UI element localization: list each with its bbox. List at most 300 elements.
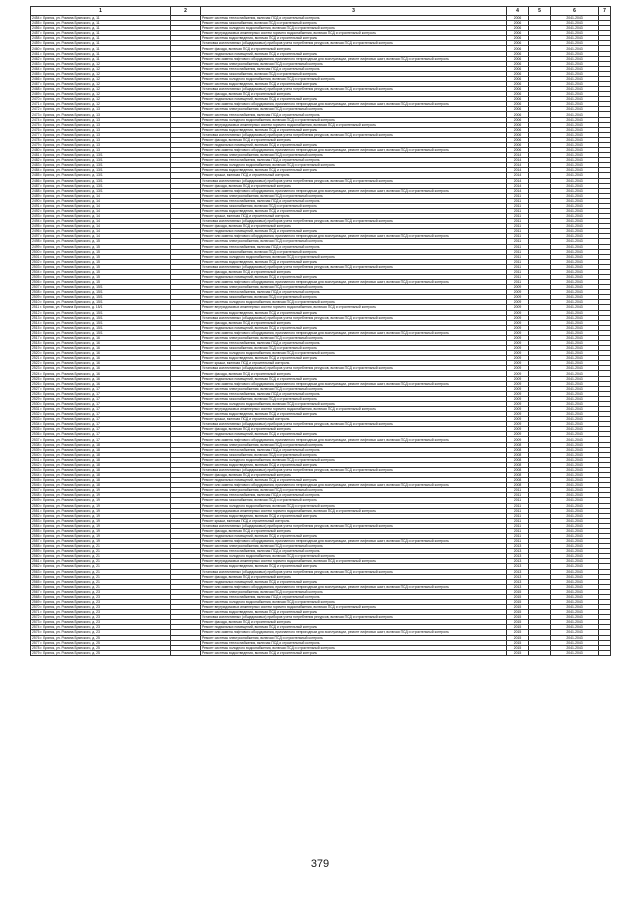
year-cell: 2011	[507, 244, 529, 249]
address-text: г. Брянск, ул. Романа Брянского, д. 16	[40, 341, 100, 346]
period-cell: 2041-2043	[551, 498, 599, 503]
address-text: г. Брянск, ул. Романа Брянского, д. 12	[40, 61, 100, 66]
period-cell: 2041-2043	[551, 87, 599, 92]
row-number: 2496	[32, 229, 40, 234]
work-description-cell: Ремонт фасада, включая ПСД и строительный контроль	[201, 183, 507, 188]
address-text: г. Брянск, ул. Романа Брянского, д. 13	[40, 137, 100, 142]
work-description-cell: Ремонт или замена лифтового оборудования, признанного непригодным для эксплуатации, ремонт лифтовых шахт, включая ПСД и строительный контроль	[201, 381, 507, 386]
period-cell: 2041-2043	[551, 249, 599, 254]
address-text: г. Брянск, ул. Романа Брянского, д. 14	[40, 193, 100, 198]
work-description-cell: Ремонт фасада, включая ПСД и строительный контроль	[201, 371, 507, 376]
year-cell: 2008	[507, 473, 529, 478]
address-text: г. Брянск, ул. Романа Брянского, д. 18	[40, 467, 100, 472]
row-number: 2474	[32, 117, 40, 122]
row-number: 2533	[32, 417, 40, 422]
address-text: г. Брянск, ул. Романа Брянского, д. 17	[40, 391, 100, 396]
row-number: 2477	[32, 132, 40, 137]
work-description-cell: Ремонт фасада, включая ПСД и строительный контроль	[201, 473, 507, 478]
address-text: г. Брянск, ул. Романа Брянского, д. 21	[40, 579, 100, 584]
year-cell: 2006	[507, 127, 529, 132]
period-cell: 2041-2043	[551, 427, 599, 432]
work-description-cell: Ремонт подвальных помещений, включая ПСД и строительный контроль	[201, 142, 507, 147]
period-cell: 2041-2043	[551, 503, 599, 508]
work-description-cell: Ремонт системы электроснабжения, включая ПСД и строительный контроль	[201, 193, 507, 198]
work-description-cell: Установка коллективных (общедомовых) приборов учета потребления ресурсов, включая ПСД и строительный контроль	[201, 41, 507, 46]
table-body	[31, 16, 611, 656]
year-cell: 2011	[507, 254, 529, 259]
address-text: г. Брянск, ул. Романа Брянского, д. 19	[40, 513, 100, 518]
address-text: г. Брянск, ул. Романа Брянского, д. 16	[40, 346, 100, 351]
period-cell: 2041-2043	[551, 635, 599, 640]
year-cell: 2011	[507, 229, 529, 234]
work-description-cell: Ремонт внутридомовых инженерных систем горячего водоснабжения, включая ПСД и строительный контроль	[201, 559, 507, 564]
work-description-cell: Ремонт системы холодного водоснабжения, включая ПСД и строительный контроль	[201, 351, 507, 356]
work-description-cell: Ремонт фасада, включая ПСД и строительный контроль	[201, 224, 507, 229]
period-cell: 2041-2043	[551, 117, 599, 122]
row-number: 2541	[32, 457, 40, 462]
work-description-cell: Ремонт крыши, включая ПСД и строительный контроль	[201, 417, 507, 422]
address-text: г. Брянск, ул. Романа Брянского, д. 13	[40, 142, 100, 147]
row-number: 2532	[32, 412, 40, 417]
column-header-4: 4	[507, 7, 529, 16]
row-number: 2518	[32, 341, 40, 346]
page-number: 379	[310, 858, 330, 870]
period-cell: 2041-2043	[551, 259, 599, 264]
work-description-cell: Ремонт или замена лифтового оборудования, признанного непригодным для эксплуатации, ремонт лифтовых шахт, включая ПСД и строительный контроль	[201, 483, 507, 488]
year-cell: 2011	[507, 498, 529, 503]
row-number: 2471	[32, 102, 40, 107]
address-text: г. Брянск, ул. Романа Брянского, д. 11	[40, 41, 100, 46]
year-cell: 2013	[507, 549, 529, 554]
year-cell: 2015	[507, 610, 529, 615]
year-cell: 2006	[507, 76, 529, 81]
address-text: г. Брянск, ул. Романа Брянского, д. 15/1	[40, 320, 103, 325]
work-description-cell: Ремонт системы холодного водоснабжения, включая ПСД и строительный контроль	[201, 300, 507, 305]
address-text: г. Брянск, ул. Романа Брянского, д. 18	[40, 483, 100, 488]
work-description-cell: Ремонт системы водоотведения, включая ПСД и строительный контроль	[201, 259, 507, 264]
row-number: 2515	[32, 325, 40, 330]
period-cell: 2041-2043	[551, 605, 599, 610]
row-number: 2457	[32, 31, 40, 36]
work-description-cell: Ремонт системы газоснабжения, включая ПСД и строительный контроль	[201, 71, 507, 76]
address-text: г. Брянск, ул. Романа Брянского, д. 25	[40, 640, 100, 645]
period-cell: 2041-2043	[551, 234, 599, 239]
period-cell: 2041-2043	[551, 630, 599, 635]
row-number: 2529	[32, 396, 40, 401]
period-cell: 2041-2043	[551, 589, 599, 594]
year-cell: 2006	[507, 97, 529, 102]
work-description-cell: Ремонт или замена лифтового оборудования, признанного непригодным для эксплуатации, ремонт лифтовых шахт, включая ПСД и строительный контроль	[201, 188, 507, 193]
year-cell: 2011	[507, 528, 529, 533]
work-description-cell: Ремонт системы холодного водоснабжения, включая ПСД и строительный контроль	[201, 163, 507, 168]
row-number: 2490	[32, 198, 40, 203]
row-number: 2473	[32, 112, 40, 117]
address-text: г. Брянск, ул. Романа Брянского, д. 13	[40, 112, 100, 117]
row-number: 2475	[32, 122, 40, 127]
period-cell: 2041-2043	[551, 264, 599, 269]
address-text: г. Брянск, ул. Романа Брянского, д. 21	[40, 549, 100, 554]
address-text: г. Брянск, ул. Романа Брянского, д. 18	[40, 478, 100, 483]
address-text: г. Брянск, ул. Романа Брянского, д. 15	[40, 269, 100, 274]
period-cell: 2041-2043	[551, 579, 599, 584]
row-number: 2494	[32, 219, 40, 224]
period-cell: 2041-2043	[551, 158, 599, 163]
year-cell: 2013	[507, 559, 529, 564]
year-cell: 2011	[507, 539, 529, 544]
year-cell: 2006	[507, 82, 529, 87]
address-text: г. Брянск, ул. Романа Брянского, д. 17	[40, 427, 100, 432]
year-cell: 2009	[507, 335, 529, 340]
row-number: 2510	[32, 300, 40, 305]
year-cell: 2014	[507, 178, 529, 183]
row-number: 2578	[32, 645, 40, 650]
year-cell: 2011	[507, 224, 529, 229]
address-text: г. Брянск, ул. Романа Брянского, д. 17	[40, 386, 100, 391]
year-cell: 2014	[507, 163, 529, 168]
period-cell: 2041-2043	[551, 36, 599, 41]
address-text: г. Брянск, ул. Романа Брянского, д. 15/1	[40, 300, 103, 305]
period-cell: 2041-2043	[551, 493, 599, 498]
address-text: г. Брянск, ул. Романа Брянского, д. 11	[40, 16, 100, 21]
row-number: 2573	[32, 620, 40, 625]
year-cell: 2008	[507, 452, 529, 457]
row-number: 2472	[32, 107, 40, 112]
period-cell: 2041-2043	[551, 640, 599, 645]
row-number: 2456	[32, 26, 40, 31]
period-cell: 2041-2043	[551, 325, 599, 330]
work-description-cell: Ремонт подвальных помещений, включая ПСД и строительный контроль	[201, 97, 507, 102]
year-cell: 2006	[507, 16, 529, 21]
year-cell: 2006	[507, 41, 529, 46]
year-cell: 2006	[507, 112, 529, 117]
row-number: 2502	[32, 259, 40, 264]
period-cell: 2041-2043	[551, 351, 599, 356]
work-description-cell: Ремонт подвальных помещений, включая ПСД и строительный контроль	[201, 376, 507, 381]
work-description-cell: Ремонт системы газоснабжения, включая ПСД и строительный контроль	[201, 295, 507, 300]
row-number: 2503	[32, 264, 40, 269]
work-description-cell: Ремонт системы электроснабжения, включая ПСД и строительный контроль	[201, 488, 507, 493]
work-description-cell: Ремонт системы водоотведения, включая ПСД и строительный контроль	[201, 412, 507, 417]
address-text: г. Брянск, ул. Романа Брянского, д. 16	[40, 335, 100, 340]
year-cell: 2013	[507, 544, 529, 549]
row-number: 2549	[32, 498, 40, 503]
period-cell: 2041-2043	[551, 148, 599, 153]
year-cell: 2009	[507, 341, 529, 346]
row-number: 2493	[32, 214, 40, 219]
address-text: г. Брянск, ул. Романа Брянского, д. 23	[40, 594, 100, 599]
row-number: 2524	[32, 371, 40, 376]
work-description-cell: Ремонт системы теплоснабжения, включая ПСД и строительный контроль	[201, 594, 507, 599]
year-cell: 2014	[507, 153, 529, 158]
year-cell: 2006	[507, 36, 529, 41]
row-number: 2522	[32, 361, 40, 366]
work-description-cell: Ремонт крыши, включая ПСД и строительный контроль	[201, 173, 507, 178]
year-cell: 2015	[507, 594, 529, 599]
row-number: 2513	[32, 315, 40, 320]
year-cell: 2011	[507, 508, 529, 513]
address-text: г. Брянск, ул. Романа Брянского, д. 11	[40, 21, 100, 26]
work-description-cell: Ремонт подвальных помещений, включая ПСД и строительный контроль	[201, 432, 507, 437]
work-description-cell: Ремонт системы теплоснабжения, включая ПСД и строительный контроль	[201, 290, 507, 295]
year-cell: 2009	[507, 330, 529, 335]
period-cell: 2041-2043	[551, 290, 599, 295]
work-description-cell: Ремонт системы газоснабжения, включая ПСД и строительный контроль	[201, 249, 507, 254]
work-description-cell: Ремонт системы холодного водоснабжения, включая ПСД и строительный контроль	[201, 401, 507, 406]
address-text: г. Брянск, ул. Романа Брянского, д. 15/1	[40, 290, 103, 295]
work-description-cell: Установка коллективных (общедомовых) приборов учета потребления ресурсов, включая ПСД и строительный контроль	[201, 315, 507, 320]
period-cell: 2041-2043	[551, 610, 599, 615]
work-description-cell: Ремонт подвальных помещений, включая ПСД и строительный контроль	[201, 533, 507, 538]
row-number: 2504	[32, 269, 40, 274]
year-cell: 2014	[507, 183, 529, 188]
address-text: г. Брянск, ул. Романа Брянского, д. 19	[40, 528, 100, 533]
work-description-cell: Установка коллективных (общедомовых) приборов учета потребления ресурсов, включая ПСД и строительный контроль	[201, 366, 507, 371]
row-number: 2569	[32, 600, 40, 605]
year-cell: 2011	[507, 513, 529, 518]
address-text: г. Брянск, ул. Романа Брянского, д. 19	[40, 523, 100, 528]
period-cell: 2041-2043	[551, 407, 599, 412]
year-cell: 2009	[507, 437, 529, 442]
row-number: 2554	[32, 523, 40, 528]
address-text: г. Брянск, ул. Романа Брянского, д. 23	[40, 605, 100, 610]
period-cell: 2041-2043	[551, 198, 599, 203]
row-number: 2467	[32, 82, 40, 87]
period-cell: 2041-2043	[551, 462, 599, 467]
work-description-cell: Ремонт системы холодного водоснабжения, включая ПСД и строительный контроль	[201, 503, 507, 508]
column-header-5: 5	[529, 7, 551, 16]
period-cell: 2041-2043	[551, 361, 599, 366]
period-cell: 2041-2043	[551, 97, 599, 102]
row-number: 2538	[32, 442, 40, 447]
period-cell: 2041-2043	[551, 239, 599, 244]
address-text: г. Брянск, ул. Романа Брянского, д. 11	[40, 26, 100, 31]
row-number: 2495	[32, 224, 40, 229]
work-description-cell: Ремонт системы газоснабжения, включая ПСД и строительный контроль	[201, 203, 507, 208]
address-text: г. Брянск, ул. Романа Брянского, д. 13	[40, 122, 100, 127]
year-cell: 2009	[507, 427, 529, 432]
period-cell: 2041-2043	[551, 533, 599, 538]
period-cell: 2041-2043	[551, 285, 599, 290]
address-text: г. Брянск, ул. Романа Брянского, д. 21	[40, 584, 100, 589]
work-description-cell: Ремонт системы теплоснабжения, включая ПСД и строительный контроль	[201, 640, 507, 645]
period-cell: 2041-2043	[551, 452, 599, 457]
address-text: г. Брянск, ул. Романа Брянского, д. 25	[40, 645, 100, 650]
year-cell: 2015	[507, 650, 529, 655]
period-cell: 2041-2043	[551, 31, 599, 36]
year-cell: 2015	[507, 630, 529, 635]
year-cell: 2011	[507, 533, 529, 538]
work-description-cell: Ремонт системы электроснабжения, включая ПСД и строительный контроль	[201, 335, 507, 340]
year-cell: 2006	[507, 56, 529, 61]
address-text: г. Брянск, ул. Романа Брянского, д. 12	[40, 92, 100, 97]
year-cell: 2015	[507, 625, 529, 630]
address-text: г. Брянск, ул. Романа Брянского, д. 16	[40, 366, 100, 371]
address-text: г. Брянск, ул. Романа Брянского, д. 12	[40, 66, 100, 71]
year-cell: 2009	[507, 391, 529, 396]
period-cell: 2041-2043	[551, 137, 599, 142]
row-number: 2552	[32, 513, 40, 518]
period-cell: 2041-2043	[551, 574, 599, 579]
work-description-cell: Ремонт системы холодного водоснабжения, включая ПСД и строительный контроль	[201, 254, 507, 259]
row-number: 2492	[32, 209, 40, 213]
row-number: 2468	[32, 87, 40, 92]
year-cell: 2006	[507, 92, 529, 97]
work-description-cell: Ремонт крыши, включая ПСД и строительный контроль	[201, 214, 507, 219]
period-cell: 2041-2043	[551, 26, 599, 31]
period-cell: 2041-2043	[551, 386, 599, 391]
period-cell: 2041-2043	[551, 41, 599, 46]
period-cell: 2041-2043	[551, 254, 599, 259]
work-description-cell: Ремонт системы теплоснабжения, включая ПСД и строительный контроль	[201, 391, 507, 396]
work-description-cell: Ремонт системы холодного водоснабжения, включая ПСД и строительный контроль	[201, 645, 507, 650]
period-cell: 2041-2043	[551, 305, 599, 310]
address-text: г. Брянск, ул. Романа Брянского, д. 12	[40, 87, 100, 92]
row-number: 2568	[32, 594, 40, 599]
work-description-cell: Ремонт системы водоотведения, включая ПСД и строительный контроль	[201, 208, 507, 213]
year-cell: 2009	[507, 290, 529, 295]
address-text: г. Брянск, ул. Романа Брянского, д. 13/1	[40, 163, 103, 168]
year-cell: 2011	[507, 269, 529, 274]
address-text: г. Брянск, ул. Романа Брянского, д. 14	[40, 198, 100, 203]
year-cell: 2006	[507, 148, 529, 153]
address-text: г. Брянск, ул. Романа Брянского, д. 15/1	[40, 315, 103, 320]
period-cell: 2041-2043	[551, 594, 599, 599]
period-cell: 2041-2043	[551, 183, 599, 188]
period-cell: 2041-2043	[551, 66, 599, 71]
row-number: 2559	[32, 549, 40, 554]
address-text: г. Брянск, ул. Романа Брянского, д. 23	[40, 625, 100, 630]
period-cell: 2041-2043	[551, 615, 599, 620]
address-text: г. Брянск, ул. Романа Брянского, д. 16	[40, 381, 100, 386]
column-header-2: 2	[171, 7, 201, 16]
address-text: г. Брянск, ул. Романа Брянского, д. 15	[40, 244, 100, 249]
row-number: 2523	[32, 366, 40, 371]
period-cell: 2041-2043	[551, 467, 599, 472]
work-description-cell: Ремонт или замена лифтового оборудования, признанного непригодным для эксплуатации, ремонт лифтовых шахт, включая ПСД и строительный контроль	[201, 584, 507, 589]
work-description-cell: Ремонт системы водоотведения, включая ПСД и строительный контроль	[201, 462, 507, 467]
row-number: 2528	[32, 391, 40, 396]
period-cell: 2041-2043	[551, 564, 599, 569]
address-text: г. Брянск, ул. Романа Брянского, д. 21	[40, 574, 100, 579]
address-cell	[31, 650, 171, 655]
work-description-cell: Установка коллективных (общедомовых) приборов учета потребления ресурсов, включая ПСД и строительный контроль	[201, 178, 507, 183]
period-cell: 2041-2043	[551, 539, 599, 544]
address-text: г. Брянск, ул. Романа Брянского, д. 14	[40, 214, 100, 219]
year-cell: 2011	[507, 503, 529, 508]
year-cell: 2009	[507, 376, 529, 381]
year-cell: 2008	[507, 483, 529, 488]
address-text: г. Брянск, ул. Романа Брянского, д. 11	[40, 31, 100, 36]
period-cell: 2041-2043	[551, 544, 599, 549]
work-description-cell: Ремонт фасада, включая ПСД и строительный контроль	[201, 528, 507, 533]
period-cell: 2041-2043	[551, 559, 599, 564]
row-number: 2531	[32, 407, 40, 412]
address-text: г. Брянск, ул. Романа Брянского, д. 19	[40, 539, 100, 544]
year-cell: 2009	[507, 412, 529, 417]
address-text: г. Брянск, ул. Романа Брянского, д. 15	[40, 280, 100, 285]
period-cell: 2041-2043	[551, 381, 599, 386]
row-number: 2487	[32, 183, 40, 188]
row-number: 2460	[32, 46, 40, 51]
row-number: 2521	[32, 356, 40, 361]
period-cell: 2041-2043	[551, 513, 599, 518]
work-description-cell: Установка коллективных (общедомовых) приборов учета потребления ресурсов, включая ПСД и строительный контроль	[201, 132, 507, 137]
address-text: г. Брянск, ул. Романа Брянского, д. 21	[40, 564, 100, 569]
year-cell: 2009	[507, 305, 529, 310]
address-text: г. Брянск, ул. Романа Брянского, д. 17	[40, 432, 100, 437]
period-cell: 2041-2043	[551, 584, 599, 589]
row-number: 2555	[32, 528, 40, 533]
period-cell: 2041-2043	[551, 46, 599, 51]
work-description-cell: Ремонт или замена лифтового оборудования, признанного непригодным для эксплуатации, ремонт лифтовых шахт, включая ПСД и строительный контроль	[201, 148, 507, 153]
address-text: г. Брянск, ул. Романа Брянского, д. 13	[40, 148, 100, 153]
year-cell: 2011	[507, 523, 529, 528]
row-number: 2551	[32, 508, 40, 513]
period-cell: 2041-2043	[551, 310, 599, 315]
work-description-cell: Ремонт системы водоотведения, включая ПСД и строительный контроль	[201, 36, 507, 41]
year-cell: 2006	[507, 46, 529, 51]
address-text: г. Брянск, ул. Романа Брянского, д. 15	[40, 249, 100, 254]
row-number: 2545	[32, 478, 40, 483]
period-cell: 2041-2043	[551, 523, 599, 528]
address-text: г. Брянск, ул. Романа Брянского, д. 19	[40, 508, 100, 513]
address-text: г. Брянск, ул. Романа Брянского, д. 25	[40, 650, 100, 655]
year-cell: 2009	[507, 300, 529, 305]
period-cell: 2041-2043	[551, 71, 599, 76]
row-number: 2476	[32, 127, 40, 132]
address-text: г. Брянск, ул. Романа Брянского, д. 19	[40, 488, 100, 493]
address-text: г. Брянск, ул. Романа Брянского, д. 14	[40, 203, 100, 208]
year-cell: 2011	[507, 198, 529, 203]
address-text: г. Брянск, ул. Романа Брянского, д. 17	[40, 401, 100, 406]
row-number: 2484	[32, 168, 40, 173]
period-cell: 2041-2043	[551, 193, 599, 198]
address-text: г. Брянск, ул. Романа Брянского, д. 14	[40, 229, 100, 234]
address-text: г. Брянск, ул. Романа Брянского, д. 11	[40, 51, 100, 56]
period-cell: 2041-2043	[551, 432, 599, 437]
document-page	[30, 6, 610, 656]
row-number: 2562	[32, 564, 40, 569]
year-cell: 2006	[507, 142, 529, 147]
work-description-cell: Ремонт системы теплоснабжения, включая ПСД и строительный контроль	[201, 447, 507, 452]
year-cell: 2014	[507, 173, 529, 178]
address-text: г. Брянск, ул. Романа Брянского, д. 15/1	[40, 305, 103, 310]
row-number: 2462	[32, 56, 40, 61]
year-cell: 2006	[507, 31, 529, 36]
empty-cell	[529, 650, 551, 655]
work-description-cell: Ремонт системы электроснабжения, включая ПСД и строительный контроль	[201, 386, 507, 391]
work-description-cell: Ремонт системы теплоснабжения, включая ПСД и строительный контроль	[201, 198, 507, 203]
row-number: 2505	[32, 275, 40, 280]
period-cell: 2041-2043	[551, 76, 599, 81]
year-cell: 2009	[507, 396, 529, 401]
row-number: 2519	[32, 346, 40, 351]
year-cell: 2009	[507, 346, 529, 351]
period-cell: 2041-2043	[551, 396, 599, 401]
work-description-cell: Ремонт системы водоотведения, включая ПСД и строительный контроль	[201, 564, 507, 569]
year-cell: 2009	[507, 407, 529, 412]
column-header-3: 3	[201, 7, 507, 16]
period-cell: 2041-2043	[551, 366, 599, 371]
work-description-cell: Ремонт системы теплоснабжения, включая ПСД и строительный контроль	[201, 493, 507, 498]
year-cell: 2008	[507, 467, 529, 472]
row-number: 2560	[32, 554, 40, 559]
year-cell: 2009	[507, 356, 529, 361]
address-text: г. Брянск, ул. Романа Брянского, д. 14	[40, 209, 100, 213]
row-number: 2536	[32, 432, 40, 437]
work-description-cell: Ремонт системы теплоснабжения, включая ПСД и строительный контроль	[201, 549, 507, 554]
work-description-cell: Ремонт системы электроснабжения, включая ПСД и строительный контроль	[201, 239, 507, 244]
